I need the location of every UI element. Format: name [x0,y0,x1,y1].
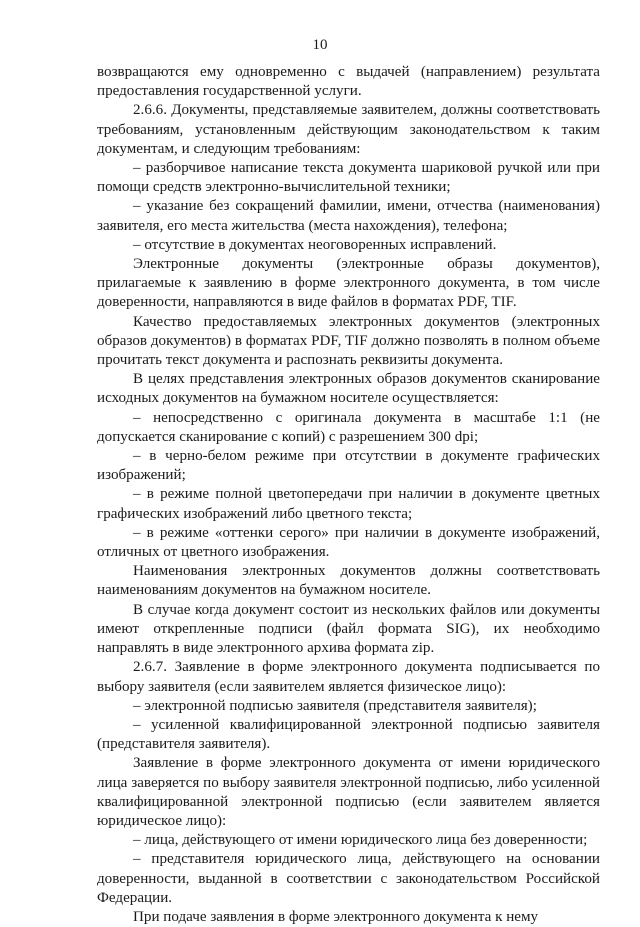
page-number: 10 [312,37,328,53]
paragraph: Наименования электронных документов должны соответствовать наименованиям документов на бумажном носителе. [97,563,600,599]
list-item: – отсутствие в документах неоговоренных исправлений. [133,236,497,253]
paragraph: 2.6.7. Заявление в форме электронного документа подписывается по выбору заявителя (если заявителем является физическое лицо): [97,659,600,695]
paragraph: 2.6.6. Документы, представляемые заявителем, должны соответствовать требованиям, установленным действующим законодательством к таким документам, и следующим требованиям: [97,102,600,157]
list-item: – усиленной квалифицированной электронной подписью заявителя (представителя заявителя). [97,716,600,753]
paragraph: В случае когда документ состоит из нескольких файлов или документы имеют открепленные подписи (файл формата SIG), их необходимо направлять в виде электронного архива формата zip. [97,601,600,657]
list-item: – указание без сокращений фамилии, имени, отчества (наименования) заявителя, его места жительства (места нахождения), телефона; [97,198,600,234]
paragraph: При подаче заявления в форме электронного документа к нему [133,908,539,925]
paragraph: Электронные документы (электронные образы документов), прилагаемые к заявлению в форме электронного документа, в том числе доверенности, направляются в виде файлов в форматах PDF, TIF. [97,256,600,311]
paragraph: В целях представления электронных образов документов сканирование исходных документов на бумажном носителе осуществляется: [97,371,600,407]
list-item: – непосредственно с оригинала документа в масштабе 1:1 (не допускается сканирование с копий) с разрешением 300 dpi; [97,409,600,445]
document-body [97,63,600,927]
list-item: – в режиме «оттенки серого» при наличии в документе изображений, отличных от цветного изображения. [97,524,600,561]
paragraph: Заявление в форме электронного документа от имени юридического лица заверяется по выбору заявителя электронной подписью, либо усиленной квалифицированной электронной подписью (если заявителем является юридическое лицо): [97,755,600,829]
paragraph: Качество предоставляемых электронных документов (электронных образов документов) в форматах PDF, TIF должно позволять в полном объеме прочитать текст документа и распознать реквизиты документа. [97,313,600,369]
list-item: – разборчивое написание текста документа шариковой ручкой или при помощи средств электронно-вычислительной техники; [97,160,600,196]
list-item: – представителя юридического лица, действующего на основании доверенности, выданной в соответствии с законодательством Российской Федерации. [97,851,600,906]
list-item: – в черно-белом режиме при отсутствии в документе графических изображений; [97,448,600,484]
paragraph: возвращаются ему одновременно с выдачей (направлением) результата предоставления государственной услуги. [97,64,600,100]
list-item: – электронной подписью заявителя (представителя заявителя); [133,697,537,714]
list-item: – в режиме полной цветопередачи при наличии в документе цветных графических изображений либо цветного текста; [97,486,600,522]
list-item: – лица, действующего от имени юридического лица без доверенности; [133,832,588,849]
